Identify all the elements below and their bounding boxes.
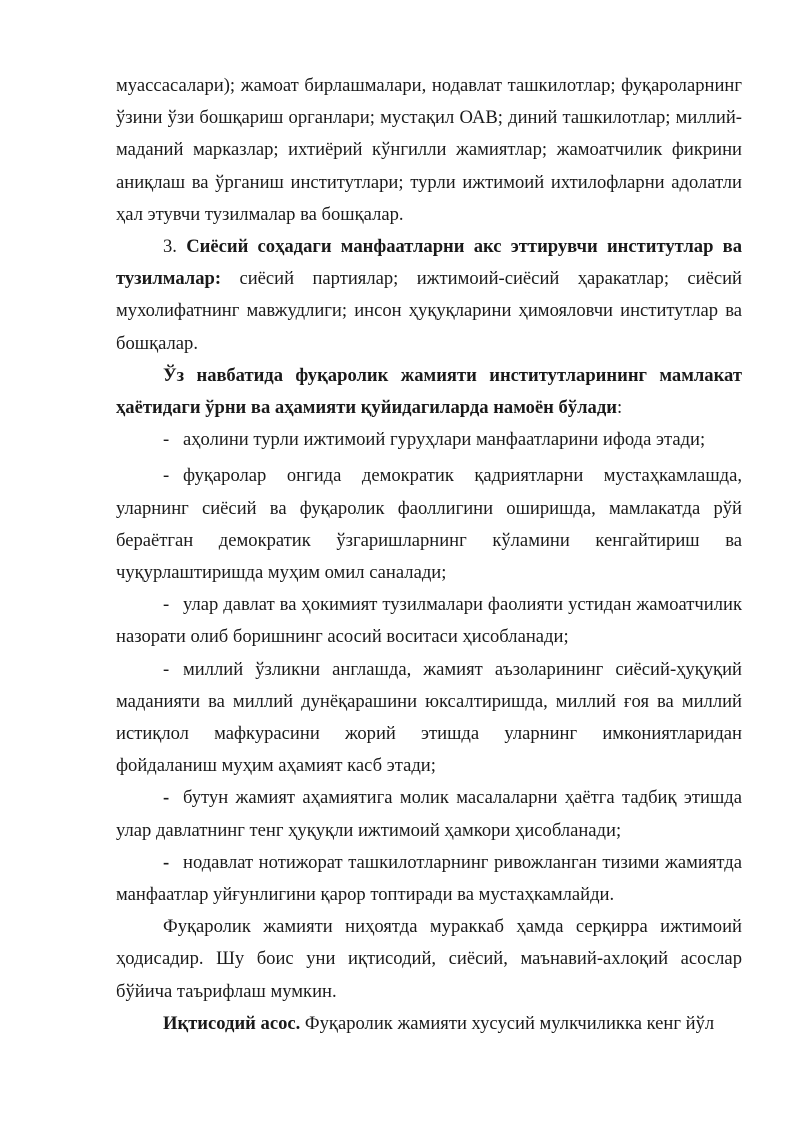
bullet-dash: - [163,851,170,873]
paragraph-economic-basis [116,1008,742,1040]
list-item-text: миллий ўзликни англашда, жамият аъзоларининг сиёсий-ҳуқуқий маданияти ва миллий дунёқарашини юксалтиришда, миллий ғоя ва миллий истиқлол мафкурасини жорий этишда уларнинг имкониятларидан фойдаланиш муҳим аҳамият касб этади; [116,658,742,777]
list-item [116,424,742,456]
list-item [116,589,742,653]
list-item-text: нодавлат нотижорат ташкилотларнинг ривожланган тизими жамиятда манфаатлар уйғунлигини қарор топтиради ва мустаҳкамлайди. [116,851,742,906]
list-item [116,654,742,783]
role-heading-colon: : [616,397,623,419]
paragraph-role-heading [116,360,742,424]
document-page [116,70,742,1040]
list-item [116,460,742,589]
list-item-text: улар давлат ва ҳокимият тузилмалари фаолияти устидан жамоатчилик назорати олиб боришнинг асосий воситаси ҳисобланади; [116,594,742,648]
economic-basis-heading: Иқтисодий асос. [163,1012,301,1034]
bullet-dash: - [163,658,170,680]
item-3-text: сиёсий партиялар; ижтимоий-сиёсий ҳаракатлар; сиёсий мухолифатнинг мавжудлиги; инсон ҳуқуқларини ҳимояловчи институтлар ва бошқалар. [116,268,742,354]
paragraph-complex-phenomenon: Фуқаролик жамияти ниҳоятда мураккаб ҳамда серқирра ижтимоий ҳодисадир. Шу боис уни иқтисодий, сиёсий, маънавий-ахлоқий асослар бўйича таърифлаш мумкин. [116,916,742,1002]
bullet-dash: - [163,429,170,451]
list-item-text: фуқаролар онгида демократик қадриятларни мустаҳкамлашда, уларнинг сиёсий ва фуқаролик фаоллигини оширишда, мамлакатда рўй бераётган демократик ўзгаришларнинг кўламини кенгайтириш ва чуқурлаштиришда муҳим омил саналади; [116,465,742,584]
list-item [116,847,742,911]
bullet-dash: - [163,787,170,809]
list-item-text: бутун жамият аҳамиятига молик масалаларни ҳаётга тадбиқ этишда улар давлатнинг тенг ҳуқуқли ижтимоий ҳамкори ҳисобланади; [116,787,742,841]
paragraph-continuation: муассасалари); жамоат бирлашмалари, нодавлат ташкилотлар; фуқароларнинг ўзини ўзи бошқариш органлари; мустақил ОАВ; диний ташкилотлар; миллий-маданий марказлар; ихтиёрий кўнгилли жамиятлар; жамоатчилик фикрини аниқлаш ва ўрганиш институтлари; турли ижтимоий ихтилофларни адолатли ҳал этувчи тузилмалар ва бошқалар. [116,75,742,225]
item-3-number: 3. [163,236,177,258]
role-heading-bold: Ўз навбатида фуқаролик жамияти институтларининг мамлакат ҳаётидаги ўрни ва аҳамияти қуйидагиларда намоён бўлади [116,364,742,419]
list-item [116,782,742,846]
economic-basis-text: Фуқаролик жамияти хусусий мулкчиликка кенг йўл [304,1012,715,1034]
item-3-heading: Сиёсий соҳадаги манфаатларни акс эттирувчи институтлар ва тузилмалар: [116,236,742,290]
bullet-dash: - [163,465,170,487]
bullet-dash: - [163,594,170,616]
paragraph-item-3 [116,231,742,360]
list-item-text: аҳолини турли ижтимоий гуруҳлари манфаатларини ифода этади; [183,429,706,451]
